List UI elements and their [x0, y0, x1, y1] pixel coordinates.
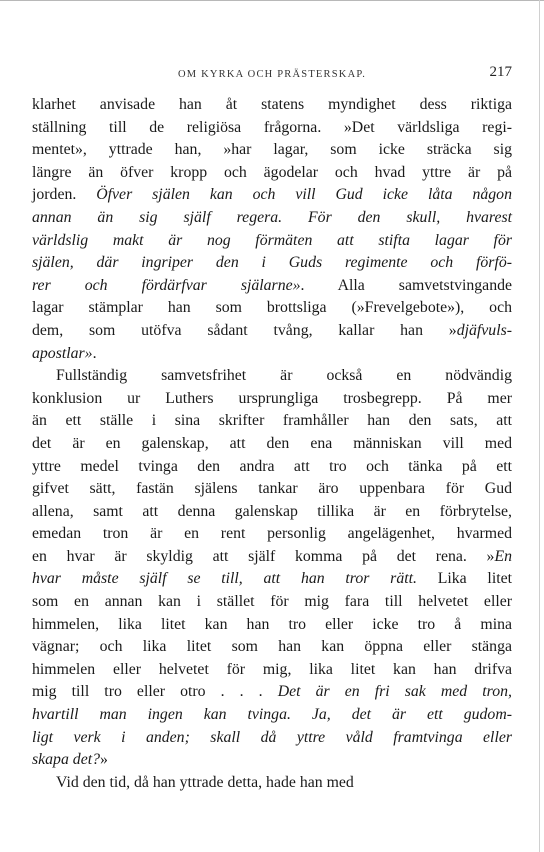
- text-line: [32, 343, 512, 366]
- text-run: himmelen, lika litet kan han tro eller icke tro å mina: [32, 615, 512, 633]
- text-run: emedan tron är en rent personlig angelägenhet, hvarmed: [32, 525, 512, 543]
- text-run: Vid den tid, då han yttrade detta, hade han med: [56, 773, 354, 791]
- scan-top-edge: [0, 0, 544, 1]
- text-run: dem, som utöfva sådant tvång, kallar han »: [32, 321, 457, 339]
- running-title: OM KYRKA OCH PRÄSTERSKAP.: [177, 69, 367, 80]
- italic-text: hvartill man ingen kan tvinga. Ja, det är ett gudom-: [32, 706, 512, 724]
- text-run: Fullständig samvetsfrihet är också en nödvändig: [56, 367, 512, 385]
- text-line: [32, 388, 512, 411]
- text-run: det är en galenskap, att den ena människan vill med: [32, 434, 512, 452]
- text-run: yttre medel tvinga den andra att tro och tänka på ett: [32, 457, 512, 475]
- text-line: [32, 523, 512, 546]
- text-line: [32, 139, 512, 162]
- text-run: . Alla samvetstvingande: [300, 276, 512, 294]
- italic-text: världslig makt är nog förmäten att stifta lagar för: [32, 231, 512, 249]
- text-line: [32, 297, 512, 320]
- text-line: [32, 636, 512, 659]
- text-run: himmelen eller helvetet för mig, lika litet kan han drifva: [32, 660, 512, 678]
- text-run: ställning till de religiösa frågorna. »Det världsliga regi-: [32, 118, 512, 136]
- text-line: [32, 704, 512, 727]
- text-line: [32, 433, 512, 456]
- text-line: [32, 162, 512, 185]
- italic-text: Öfver själen kan och vill Gud icke låta någon: [96, 186, 512, 204]
- text-run: som en annan kan i stället för mig fara till helvetet eller: [32, 593, 512, 611]
- text-run: vägnar; och lika litet som han kan öppna eller stänga: [32, 638, 512, 656]
- text-line: [32, 727, 512, 750]
- text-line: [32, 659, 512, 682]
- text-run: klarhet anvisade han åt statens myndighet dess riktiga: [32, 96, 512, 113]
- text-line: [32, 501, 512, 524]
- text-line: [32, 94, 512, 117]
- text-line: [32, 568, 512, 591]
- italic-text: apostlar»: [32, 344, 93, 362]
- text-run: .: [92, 344, 97, 362]
- text-line: [32, 365, 512, 388]
- text-line: [32, 614, 512, 637]
- italic-text: rer och fördärfvar själarne»: [32, 276, 301, 294]
- text-run: lagar stämplar han som brottsliga (»Frevelgebote»), och: [32, 299, 512, 317]
- italic-text: annan än sig själf regera. För den skull, hvarest: [32, 208, 512, 226]
- text-run: mig till tro eller otro . . .: [32, 683, 278, 701]
- text-run: än ett ställe i sina skrifter framhåller han den sats, att: [32, 412, 512, 430]
- text-line: [32, 230, 512, 253]
- text-run: allena, samt att denna galenskap tillika är en förbrytelse,: [32, 502, 512, 520]
- text-line: [32, 184, 512, 207]
- italic-text: ligt verk i anden; skall då yttre våld framtvinga eller: [32, 728, 512, 746]
- italic-text: skapa det?: [32, 751, 101, 769]
- text-line: [32, 681, 512, 704]
- italic-text: En: [494, 547, 512, 565]
- italic-text: själen, där ingriper den i Guds regimente och förfö-: [32, 254, 512, 272]
- text-line: [32, 772, 512, 795]
- italic-text: djäfvuls-: [456, 321, 512, 339]
- text-run: »: [100, 751, 108, 769]
- italic-text: hvar måste själf se till, att han tror rätt.: [32, 570, 417, 588]
- text-line: [32, 252, 512, 275]
- page-number: 217: [489, 64, 512, 80]
- page-body: [32, 94, 512, 794]
- text-line: [32, 117, 512, 140]
- text-run: mentet», yttrade han, »har lagar, som icke sträcka sig: [32, 141, 512, 159]
- text-run: konklusion ur Luthers ursprungliga trosbegrepp. På mer: [32, 389, 512, 407]
- text-run: en hvar är skyldig att själf komma på det rena. »: [32, 547, 495, 565]
- text-run: Lika litet: [416, 570, 512, 588]
- text-run: jorden.: [32, 186, 97, 204]
- text-line: [32, 749, 512, 772]
- scan-right-edge: [539, 0, 540, 852]
- text-line: [32, 320, 512, 343]
- text-line: [32, 275, 512, 298]
- text-run: längre än öfver kropp och ägodelar och hvad yttre är på: [32, 163, 512, 181]
- text-run: gifvet sätt, fastän själens tankar äro uppenbara för Gud: [32, 480, 512, 498]
- text-line: [32, 591, 512, 614]
- text-line: [32, 478, 512, 501]
- italic-text: Det är en fri sak med tron,: [277, 683, 512, 701]
- text-line: [32, 456, 512, 479]
- text-line: [32, 410, 512, 433]
- text-line: [32, 546, 512, 569]
- text-line: [32, 207, 512, 230]
- running-header: [32, 64, 512, 84]
